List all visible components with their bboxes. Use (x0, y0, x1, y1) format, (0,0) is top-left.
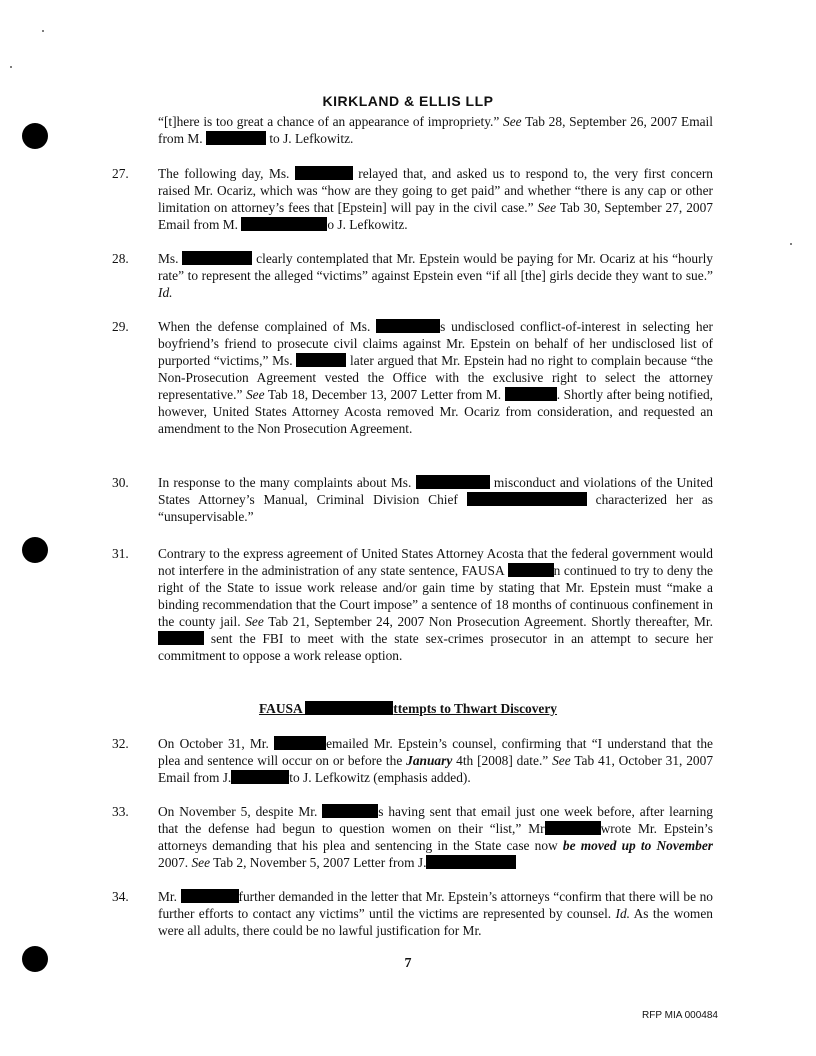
paragraph-31 (112, 545, 713, 664)
citation-signal: See (503, 114, 522, 129)
scan-speck (10, 66, 12, 68)
text-segment: to J. Lefkowitz (emphasis added). (289, 770, 471, 785)
text-segment: . Shortly after being notified, however, United States Attorney Acosta removed Mr. Ocariz from consideration, and requested an amendment to the Non Prosecution Agreement. (158, 387, 713, 436)
emphasis-text: January (406, 753, 453, 768)
punch-hole-top (22, 123, 48, 149)
redaction-bar (508, 563, 554, 577)
redaction-bar (545, 821, 601, 835)
paragraph-number: 32. (112, 736, 129, 751)
paragraph-number: 33. (112, 804, 129, 819)
citation-signal: See (191, 855, 211, 870)
text-segment: The following day, Ms. (158, 166, 295, 181)
paragraph-body (158, 888, 713, 939)
paragraph-number: 31. (112, 546, 129, 561)
firm-letterhead: KIRKLAND & ELLIS LLP (322, 93, 494, 109)
redaction-bar (305, 701, 393, 715)
text-segment: n continued to try to deny the right of the State to issue work release and/or gain time by stating that Mr. Epstein must “make a binding recommendation that the Court impose” a sentence of 18 months of continuous confinement in the county jail. (158, 563, 713, 629)
redaction-bar (467, 492, 587, 506)
citation-signal: See (245, 387, 265, 402)
paragraph-34 (112, 888, 713, 939)
text-segment: “[t]here is too great a chance of an appearance of impropriety.” (158, 114, 504, 129)
redaction-bar (376, 319, 440, 333)
text-segment: On November 5, despite Mr. (158, 804, 323, 819)
text-segment: Tab 28, September 26, 2007 Email from M. (158, 114, 713, 146)
text-segment: As the women were all adults, there could be no lawful justification for Mr. (158, 906, 713, 938)
text-segment: o J. Lefkowitz. (327, 217, 408, 232)
continuation-paragraph (158, 113, 713, 147)
redaction-bar (241, 217, 327, 231)
paragraph-body (158, 165, 713, 233)
text-segment: When the defense complained of Ms. (158, 319, 377, 334)
text-segment: characterized her as “unsupervisable.” (158, 492, 713, 524)
paragraph-33 (112, 803, 713, 871)
text-segment: In response to the many complaints about Ms. (158, 475, 416, 490)
text-segment: sent the FBI to meet with the state sex-crimes prosecutor in an attempt to secure her commitment to oppose a work release option. (158, 631, 713, 663)
paragraph-number: 27. (112, 166, 129, 181)
paragraph-number: 34. (112, 889, 129, 904)
text-segment: 4th [2008] date.” (452, 753, 553, 768)
redaction-bar (274, 736, 326, 750)
text-segment: s undisclosed conflict-of-interest in selecting her boyfriend’s friend to prosecute civil claims against Mr. Epstein on behalf of her undisclosed list of purported “victims,” Ms. (158, 319, 713, 368)
text-segment: FAUSA (258, 701, 306, 716)
emphasis-text: be moved up to November (562, 838, 713, 853)
redaction-bar (231, 770, 289, 784)
paragraph-body (158, 474, 713, 525)
text-segment: Ms. (158, 251, 183, 266)
paragraph-body (158, 250, 713, 301)
redaction-bar (158, 631, 204, 645)
text-segment: Tab 30, September 27, 2007 Email from M. (158, 200, 713, 232)
page-number: 7 (404, 956, 412, 971)
paragraph-body (158, 545, 713, 664)
redaction-bar (322, 804, 378, 818)
punch-hole-middle (22, 537, 48, 563)
text-segment: later argued that Mr. Epstein had no right to complain because “the Non-Prosecution Agreement vested the Office with the exclusive right to select the attorney representative.” (158, 353, 713, 402)
paragraph-number: 30. (112, 475, 129, 490)
paragraph-27 (112, 165, 713, 233)
paragraph-28 (112, 250, 713, 301)
citation-signal: See (552, 753, 571, 768)
text-segment: 2007. (158, 855, 192, 870)
paragraph-body (158, 318, 713, 437)
citation-signal: See (537, 200, 557, 215)
redaction-bar (206, 131, 266, 145)
section-heading (0, 701, 816, 717)
paragraph-body (158, 803, 713, 871)
redaction-bar (505, 387, 557, 401)
text-segment: Tab 2, November 5, 2007 Letter from J. (210, 855, 427, 870)
paragraph-number: 29. (112, 319, 129, 334)
citation-signal: Id. (615, 906, 631, 921)
text-segment: further demanded in the letter that Mr. Epstein’s attorneys “confirm that there will be no further efforts to contact any victims” until the victims are represented by counsel. (158, 889, 714, 921)
redaction-bar (426, 855, 516, 869)
text-segment: s having sent that email just one week before, after learning that the defense had begun to question women on their “list,” Mr (158, 804, 713, 836)
scan-speck (790, 243, 792, 245)
text-segment: Tab 41, October 31, 2007 Email from J. (158, 753, 714, 785)
redaction-bar (295, 166, 353, 180)
paragraph-30 (112, 474, 713, 525)
paragraph-29 (112, 318, 713, 437)
text-segment: wrote Mr. Epstein’s attorneys demanding that his plea and sentencing in the State case now (158, 821, 713, 853)
text-segment: relayed that, and asked us to respond to, the very first concern raised Mr. Ocariz, which was “how are they going to get paid” and whether “there is any cap or other limitation on attorney’s fees that [Epstein] will pay in the civil case.” (158, 166, 714, 215)
redaction-bar (296, 353, 346, 367)
redaction-bar (182, 251, 252, 265)
text-segment: Contrary to the express agreement of United States Attorney Acosta that the federal government would not interfere in the administration of any state sentence, FAUSA (158, 546, 713, 578)
citation-signal: Id. (158, 285, 173, 300)
bates-number: RFP MIA 000484 (642, 1010, 718, 1021)
text-segment: clearly contemplated that Mr. Epstein would be paying for Mr. Ocariz at his “hourly rate” to represent the alleged “victims” against Epstein even “if all [the] girls decide they want to sue.” (158, 251, 713, 283)
paragraph-body (158, 735, 713, 786)
citation-signal: See (245, 614, 264, 629)
paragraph-32 (112, 735, 713, 786)
scan-speck (42, 30, 44, 32)
text-segment: to J. Lefkowitz. (265, 131, 354, 146)
text-segment: Tab 18, December 13, 2007 Letter from M. (264, 387, 505, 402)
text-segment: emailed Mr. Epstein’s counsel, confirming that “I understand that the plea and sentence will occur on or before the (158, 736, 713, 768)
text-segment: Tab 21, September 24, 2007 Non Prosecution Agreement. Shortly thereafter, Mr. (263, 614, 714, 629)
text-segment: On October 31, Mr. (158, 736, 275, 751)
text-segment: misconduct and violations of the United States Attorney’s Manual, Criminal Division Chief (158, 475, 713, 507)
redaction-bar (416, 475, 490, 489)
text-segment: ttempts to Thwart Discovery (393, 701, 558, 716)
redaction-bar (181, 889, 239, 903)
paragraph-number: 28. (112, 251, 129, 266)
text-segment: Mr. (158, 889, 181, 904)
